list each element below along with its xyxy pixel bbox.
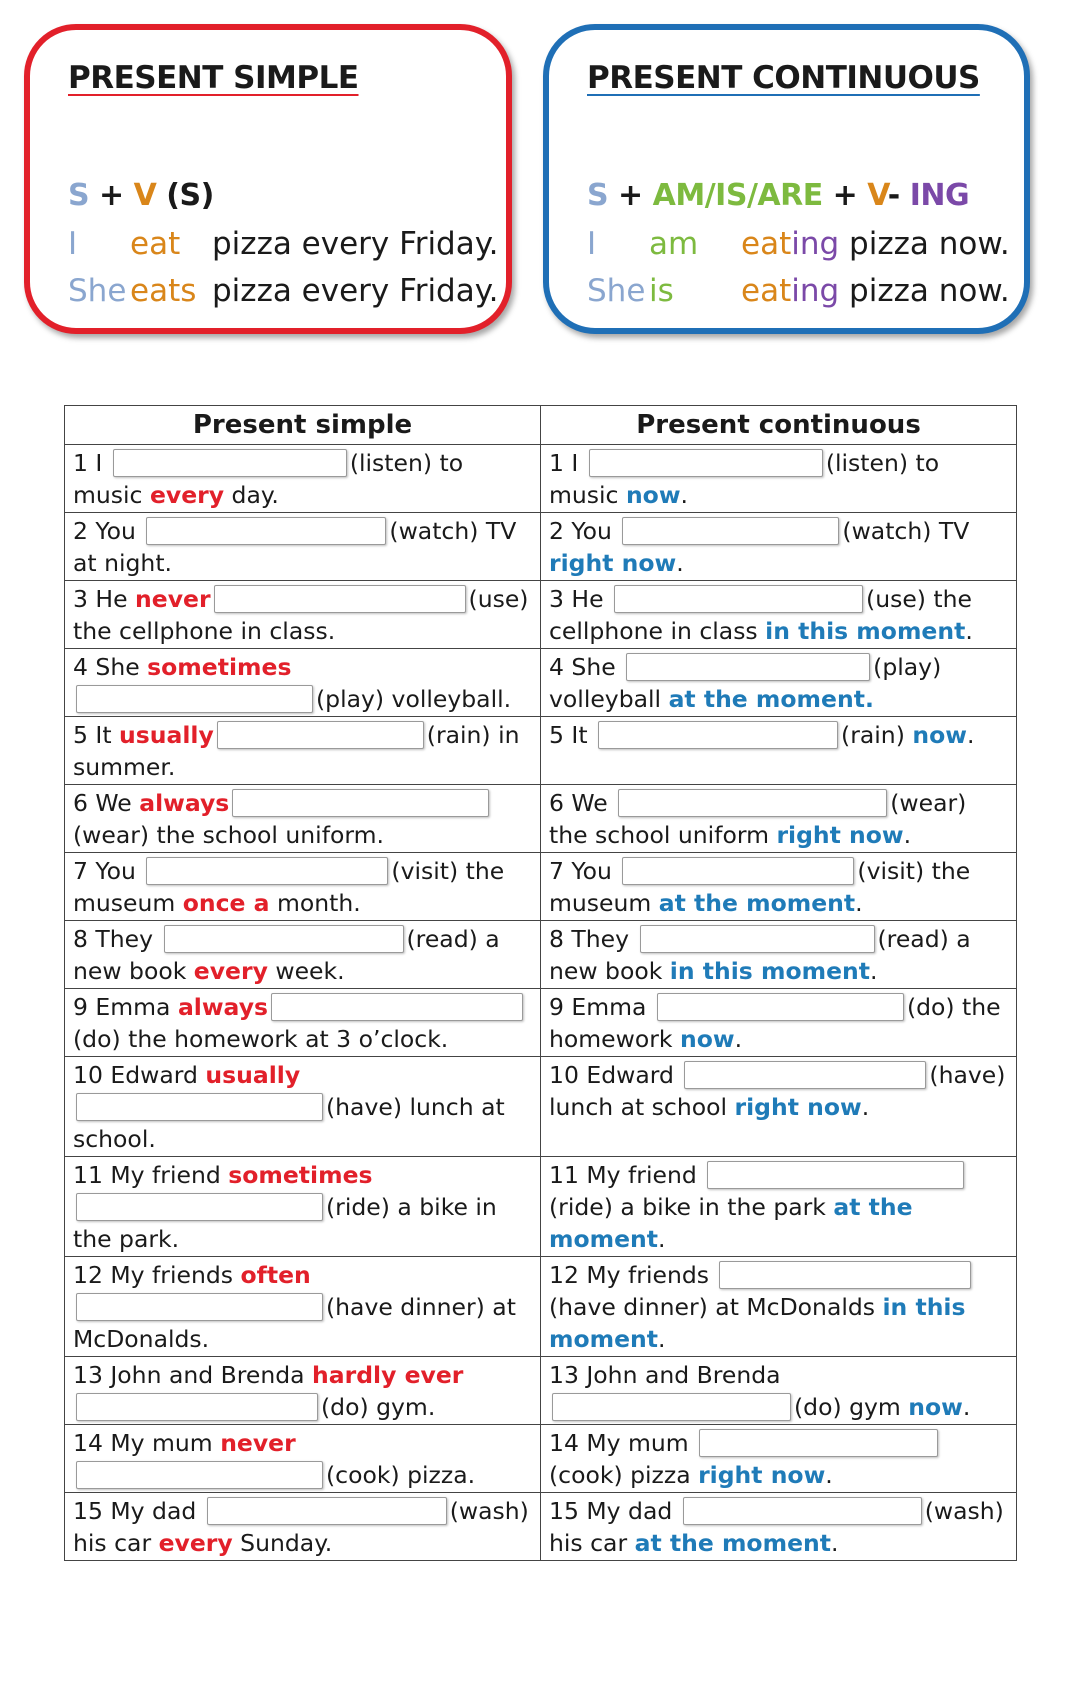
present-continuous-cell	[541, 989, 1017, 1057]
time-expression: in this moment	[669, 957, 870, 985]
sentence-start: 14 My mum	[549, 1429, 697, 1457]
sentence-start: 14 My mum	[73, 1429, 221, 1457]
formula-subject: S	[68, 178, 90, 213]
answer-blank[interactable]	[146, 517, 386, 545]
answer-blank[interactable]	[146, 857, 388, 885]
table-row	[65, 989, 1017, 1057]
present-simple-cell	[65, 1057, 541, 1157]
answer-blank[interactable]	[626, 653, 870, 681]
frequency-adverb: never	[220, 1429, 296, 1457]
present-simple-cell	[65, 581, 541, 649]
frequency-adverb: always	[177, 993, 269, 1021]
table-row	[65, 513, 1017, 581]
present-simple-cell	[65, 717, 541, 785]
table-header-row	[65, 406, 1017, 445]
sentence-start: 8 They	[73, 925, 161, 953]
sentence-start: 3 He	[73, 585, 136, 613]
sentence-start: 10 Edward	[73, 1061, 206, 1089]
time-expression: every	[158, 1529, 233, 1557]
present-continuous-cell	[541, 1425, 1017, 1493]
sentence-start: 15 My dad	[73, 1497, 204, 1525]
example-rest: pizza now.	[839, 273, 1010, 309]
example-verb: eat	[741, 273, 792, 309]
sentence-end: month.	[269, 889, 361, 917]
formula-aux: AM/IS/ARE	[652, 178, 823, 213]
example-rest: pizza every Friday.	[212, 273, 499, 309]
example-rest: pizza now.	[839, 226, 1010, 262]
example-verb: eats	[130, 273, 197, 309]
example-aux: is	[649, 273, 674, 309]
present-simple-cell	[65, 921, 541, 989]
formula-verb: V	[133, 178, 157, 213]
sentence-verb: (have dinner) at McDonalds.	[73, 1293, 516, 1353]
table-row	[65, 1493, 1017, 1561]
present-simple-cell	[65, 1257, 541, 1357]
sentence-verb: (visit) the museum	[73, 857, 505, 917]
answer-blank[interactable]	[76, 1393, 318, 1421]
present-simple-cell	[65, 1493, 541, 1561]
time-expression: right now	[698, 1461, 826, 1489]
formula-dash: -	[887, 178, 910, 213]
time-expression: now	[908, 1393, 963, 1421]
sentence-start: 2 You	[549, 517, 620, 545]
sentence-end: .	[830, 1529, 839, 1557]
sentence-end: .	[965, 617, 973, 645]
answer-blank[interactable]	[640, 925, 875, 953]
present-simple-cell	[65, 649, 541, 717]
sentence-start: 13 John and Brenda	[73, 1361, 313, 1389]
table-row	[65, 853, 1017, 921]
sentence-end: .	[658, 1325, 666, 1353]
answer-blank[interactable]	[622, 517, 839, 545]
present-continuous-cell	[541, 581, 1017, 649]
frequency-adverb: always	[139, 789, 230, 817]
sentence-verb: (play) volleyball	[549, 653, 942, 713]
answer-blank[interactable]	[76, 1461, 323, 1489]
example-aux: am	[649, 226, 699, 262]
formula-ing: ING	[909, 178, 970, 213]
sentence-verb: (listen) to music	[73, 449, 464, 509]
present-simple-cell	[65, 785, 541, 853]
sentence-end: .	[966, 721, 975, 749]
sentence-start: 8 They	[549, 925, 637, 953]
header-present-continuous: Present continuous	[541, 406, 1017, 445]
sentence-verb: (watch) TV	[842, 517, 970, 545]
table-row	[65, 1057, 1017, 1157]
sentence-verb: (wash) his car	[549, 1497, 1004, 1557]
sentence-end: .	[658, 1225, 666, 1253]
time-expression: right now	[776, 821, 904, 849]
sentence-verb: (rain)	[841, 721, 913, 749]
sentence-start: 9 Emma	[549, 993, 654, 1021]
answer-blank[interactable]	[618, 789, 887, 817]
sentence-start: 12 My friends	[73, 1261, 241, 1289]
sentence-verb: (wear) the school uniform.	[73, 821, 384, 849]
sentence-start: 2 You	[73, 517, 144, 545]
example-ing: ing	[791, 226, 840, 262]
present-continuous-cell	[541, 1493, 1017, 1561]
answer-blank[interactable]	[552, 1393, 791, 1421]
frequency-adverb: hardly ever	[312, 1361, 464, 1389]
answer-blank[interactable]	[707, 1161, 964, 1189]
present-simple-formula	[68, 178, 214, 213]
sentence-end: .	[962, 1393, 971, 1421]
present-simple-cell	[65, 1425, 541, 1493]
time-expression: at the moment	[549, 1193, 913, 1253]
sentence-start: 12 My friends	[549, 1261, 717, 1289]
sentence-verb: (have) lunch at school	[549, 1061, 1006, 1121]
answer-blank[interactable]	[589, 449, 823, 477]
answer-blank[interactable]	[76, 1293, 323, 1321]
example-subject: She	[68, 273, 127, 309]
present-simple-cell	[65, 513, 541, 581]
present-continuous-cell	[541, 1157, 1017, 1257]
table-row	[65, 649, 1017, 717]
answer-blank[interactable]	[699, 1429, 938, 1457]
formula-plus: +	[608, 178, 653, 213]
frequency-adverb: sometimes	[228, 1161, 373, 1189]
frequency-adverb: usually	[205, 1061, 301, 1089]
sentence-start: 11 My friend	[73, 1161, 229, 1189]
table-row	[65, 921, 1017, 989]
sentence-verb: (do) the homework	[549, 993, 1001, 1053]
answer-blank[interactable]	[217, 721, 424, 749]
sentence-start: 7 You	[73, 857, 144, 885]
present-continuous-cell	[541, 921, 1017, 989]
sentence-verb: (use) the cellphone in class.	[73, 585, 529, 645]
time-expression: now	[679, 1025, 735, 1053]
present-continuous-cell	[541, 513, 1017, 581]
present-continuous-cell	[541, 785, 1017, 853]
frequency-adverb: sometimes	[147, 653, 292, 681]
sentence-verb: (play) volleyball.	[316, 685, 512, 713]
formula-plus: +	[822, 178, 868, 213]
sentence-end: .	[676, 549, 684, 577]
table-row	[65, 1157, 1017, 1257]
time-expression: every	[149, 481, 225, 509]
answer-blank[interactable]	[719, 1261, 971, 1289]
sentence-start: 6 We	[73, 789, 140, 817]
sentence-verb: (use) the cellphone in class	[549, 585, 972, 645]
answer-blank[interactable]	[164, 925, 404, 953]
time-expression: once a	[182, 889, 270, 917]
exercise-rows	[65, 445, 1017, 1561]
sentence-start: 15 My dad	[549, 1497, 680, 1525]
time-expression: at the moment.	[668, 685, 874, 713]
example-rest: pizza every Friday.	[212, 226, 499, 262]
table-row	[65, 581, 1017, 649]
present-simple-rule-box	[24, 24, 512, 334]
sentence-verb: (wash) his car	[73, 1497, 529, 1557]
present-continuous-cell	[541, 853, 1017, 921]
answer-blank[interactable]	[684, 1061, 926, 1089]
sentence-verb: (ride) a bike in the park.	[73, 1193, 497, 1253]
answer-blank[interactable]	[614, 585, 863, 613]
sentence-start: 4 She	[549, 653, 624, 681]
time-expression: now	[912, 721, 967, 749]
sentence-verb: (read) a new book	[73, 925, 500, 985]
table-row	[65, 1425, 1017, 1493]
present-simple-cell	[65, 989, 541, 1057]
present-continuous-cell	[541, 1057, 1017, 1157]
sentence-start: 5 It	[73, 721, 120, 749]
example-subject: She	[587, 273, 646, 309]
frequency-adverb: often	[240, 1261, 311, 1289]
present-continuous-cell	[541, 445, 1017, 513]
sentence-start: 3 He	[549, 585, 612, 613]
present-continuous-example-2	[587, 273, 1010, 309]
answer-blank[interactable]	[232, 789, 489, 817]
formula-verb-s: (S)	[156, 178, 214, 213]
table-row	[65, 785, 1017, 853]
formula-plus: +	[89, 178, 134, 213]
present-continuous-formula	[587, 178, 969, 213]
sentence-start: 9 Emma	[73, 993, 178, 1021]
present-simple-example-2	[68, 273, 499, 309]
sentence-start: 10 Edward	[549, 1061, 682, 1089]
formula-subject: S	[587, 178, 609, 213]
sentence-end: .	[680, 481, 689, 509]
frequency-adverb: usually	[119, 721, 214, 749]
time-expression: right now	[734, 1093, 862, 1121]
sentence-verb: (cook) pizza	[549, 1461, 699, 1489]
sentence-end: .	[903, 821, 912, 849]
sentence-verb: (visit) the museum	[549, 857, 971, 917]
sentence-start: 11 My friend	[549, 1161, 705, 1189]
present-simple-cell	[65, 853, 541, 921]
answer-blank[interactable]	[113, 449, 347, 477]
sentence-end: .	[734, 1025, 743, 1053]
sentence-verb: (have dinner) at McDonalds	[549, 1293, 883, 1321]
present-continuous-cell	[541, 1357, 1017, 1425]
example-ing: ing	[791, 273, 840, 309]
sentence-verb: (wear) the school uniform	[549, 789, 967, 849]
present-continuous-cell	[541, 717, 1017, 785]
answer-blank[interactable]	[214, 585, 466, 613]
sentence-verb: (have) lunch at school.	[73, 1093, 505, 1153]
sentence-verb: (listen) to music	[549, 449, 940, 509]
answer-blank[interactable]	[207, 1497, 447, 1525]
sentence-verb: (do) the homework at 3 o’clock.	[73, 1025, 449, 1053]
exercise-table	[64, 405, 1017, 1561]
sentence-start: 5 It	[549, 721, 596, 749]
time-expression: in this moment	[765, 617, 966, 645]
present-continuous-cell	[541, 1257, 1017, 1357]
sentence-start: 7 You	[549, 857, 620, 885]
sentence-end: .	[855, 889, 863, 917]
sentence-start: 4 She	[73, 653, 148, 681]
table-row	[65, 445, 1017, 513]
sentence-start: 1 I	[549, 449, 586, 477]
answer-blank[interactable]	[598, 721, 838, 749]
table-row	[65, 717, 1017, 785]
table-row	[65, 1357, 1017, 1425]
sentence-start: 13 John and Brenda	[549, 1361, 781, 1389]
sentence-verb: (ride) a bike in the park	[549, 1193, 834, 1221]
present-continuous-rule-box	[543, 24, 1030, 334]
time-expression: at the moment	[634, 1529, 831, 1557]
time-expression: in this moment	[549, 1293, 966, 1353]
sentence-verb: (read) a new book	[549, 925, 971, 985]
sentence-end: .	[825, 1461, 833, 1489]
answer-blank[interactable]	[76, 685, 313, 713]
sentence-start: 6 We	[549, 789, 616, 817]
time-expression: at the moment	[658, 889, 856, 917]
time-expression: every	[193, 957, 268, 985]
sentence-verb: (do) gym.	[321, 1393, 436, 1421]
time-expression: now	[625, 481, 681, 509]
sentence-end: .	[861, 1093, 870, 1121]
example-subject: I	[68, 226, 78, 262]
example-verb: eat	[741, 226, 792, 262]
header-present-simple: Present simple	[65, 406, 541, 445]
present-continuous-title: PRESENT CONTINUOUS	[587, 60, 980, 96]
table-row	[65, 1257, 1017, 1357]
answer-blank[interactable]	[683, 1497, 922, 1525]
present-simple-example-1	[68, 226, 499, 262]
present-simple-cell	[65, 1157, 541, 1257]
sentence-verb: (watch) TV at night.	[73, 517, 517, 577]
sentence-verb: (rain) in summer.	[73, 721, 520, 781]
present-simple-cell	[65, 445, 541, 513]
answer-blank[interactable]	[76, 1093, 323, 1121]
sentence-verb: (cook) pizza.	[326, 1461, 476, 1489]
formula-verb: V	[867, 178, 888, 213]
answer-blank[interactable]	[657, 993, 904, 1021]
example-verb: eat	[130, 226, 181, 262]
present-continuous-example-1	[587, 226, 1010, 262]
answer-blank[interactable]	[622, 857, 854, 885]
sentence-end: .	[869, 957, 878, 985]
present-simple-title: PRESENT SIMPLE	[68, 60, 359, 96]
example-subject: I	[587, 226, 597, 262]
sentence-verb: (do) gym	[794, 1393, 909, 1421]
answer-blank[interactable]	[76, 1193, 323, 1221]
sentence-end: day.	[224, 481, 279, 509]
sentence-end: Sunday.	[232, 1529, 333, 1557]
present-simple-cell	[65, 1357, 541, 1425]
sentence-start: 1 I	[73, 449, 110, 477]
frequency-adverb: never	[135, 585, 211, 613]
sentence-end: week.	[267, 957, 345, 985]
time-expression: right now	[549, 549, 677, 577]
present-continuous-cell	[541, 649, 1017, 717]
answer-blank[interactable]	[271, 993, 523, 1021]
